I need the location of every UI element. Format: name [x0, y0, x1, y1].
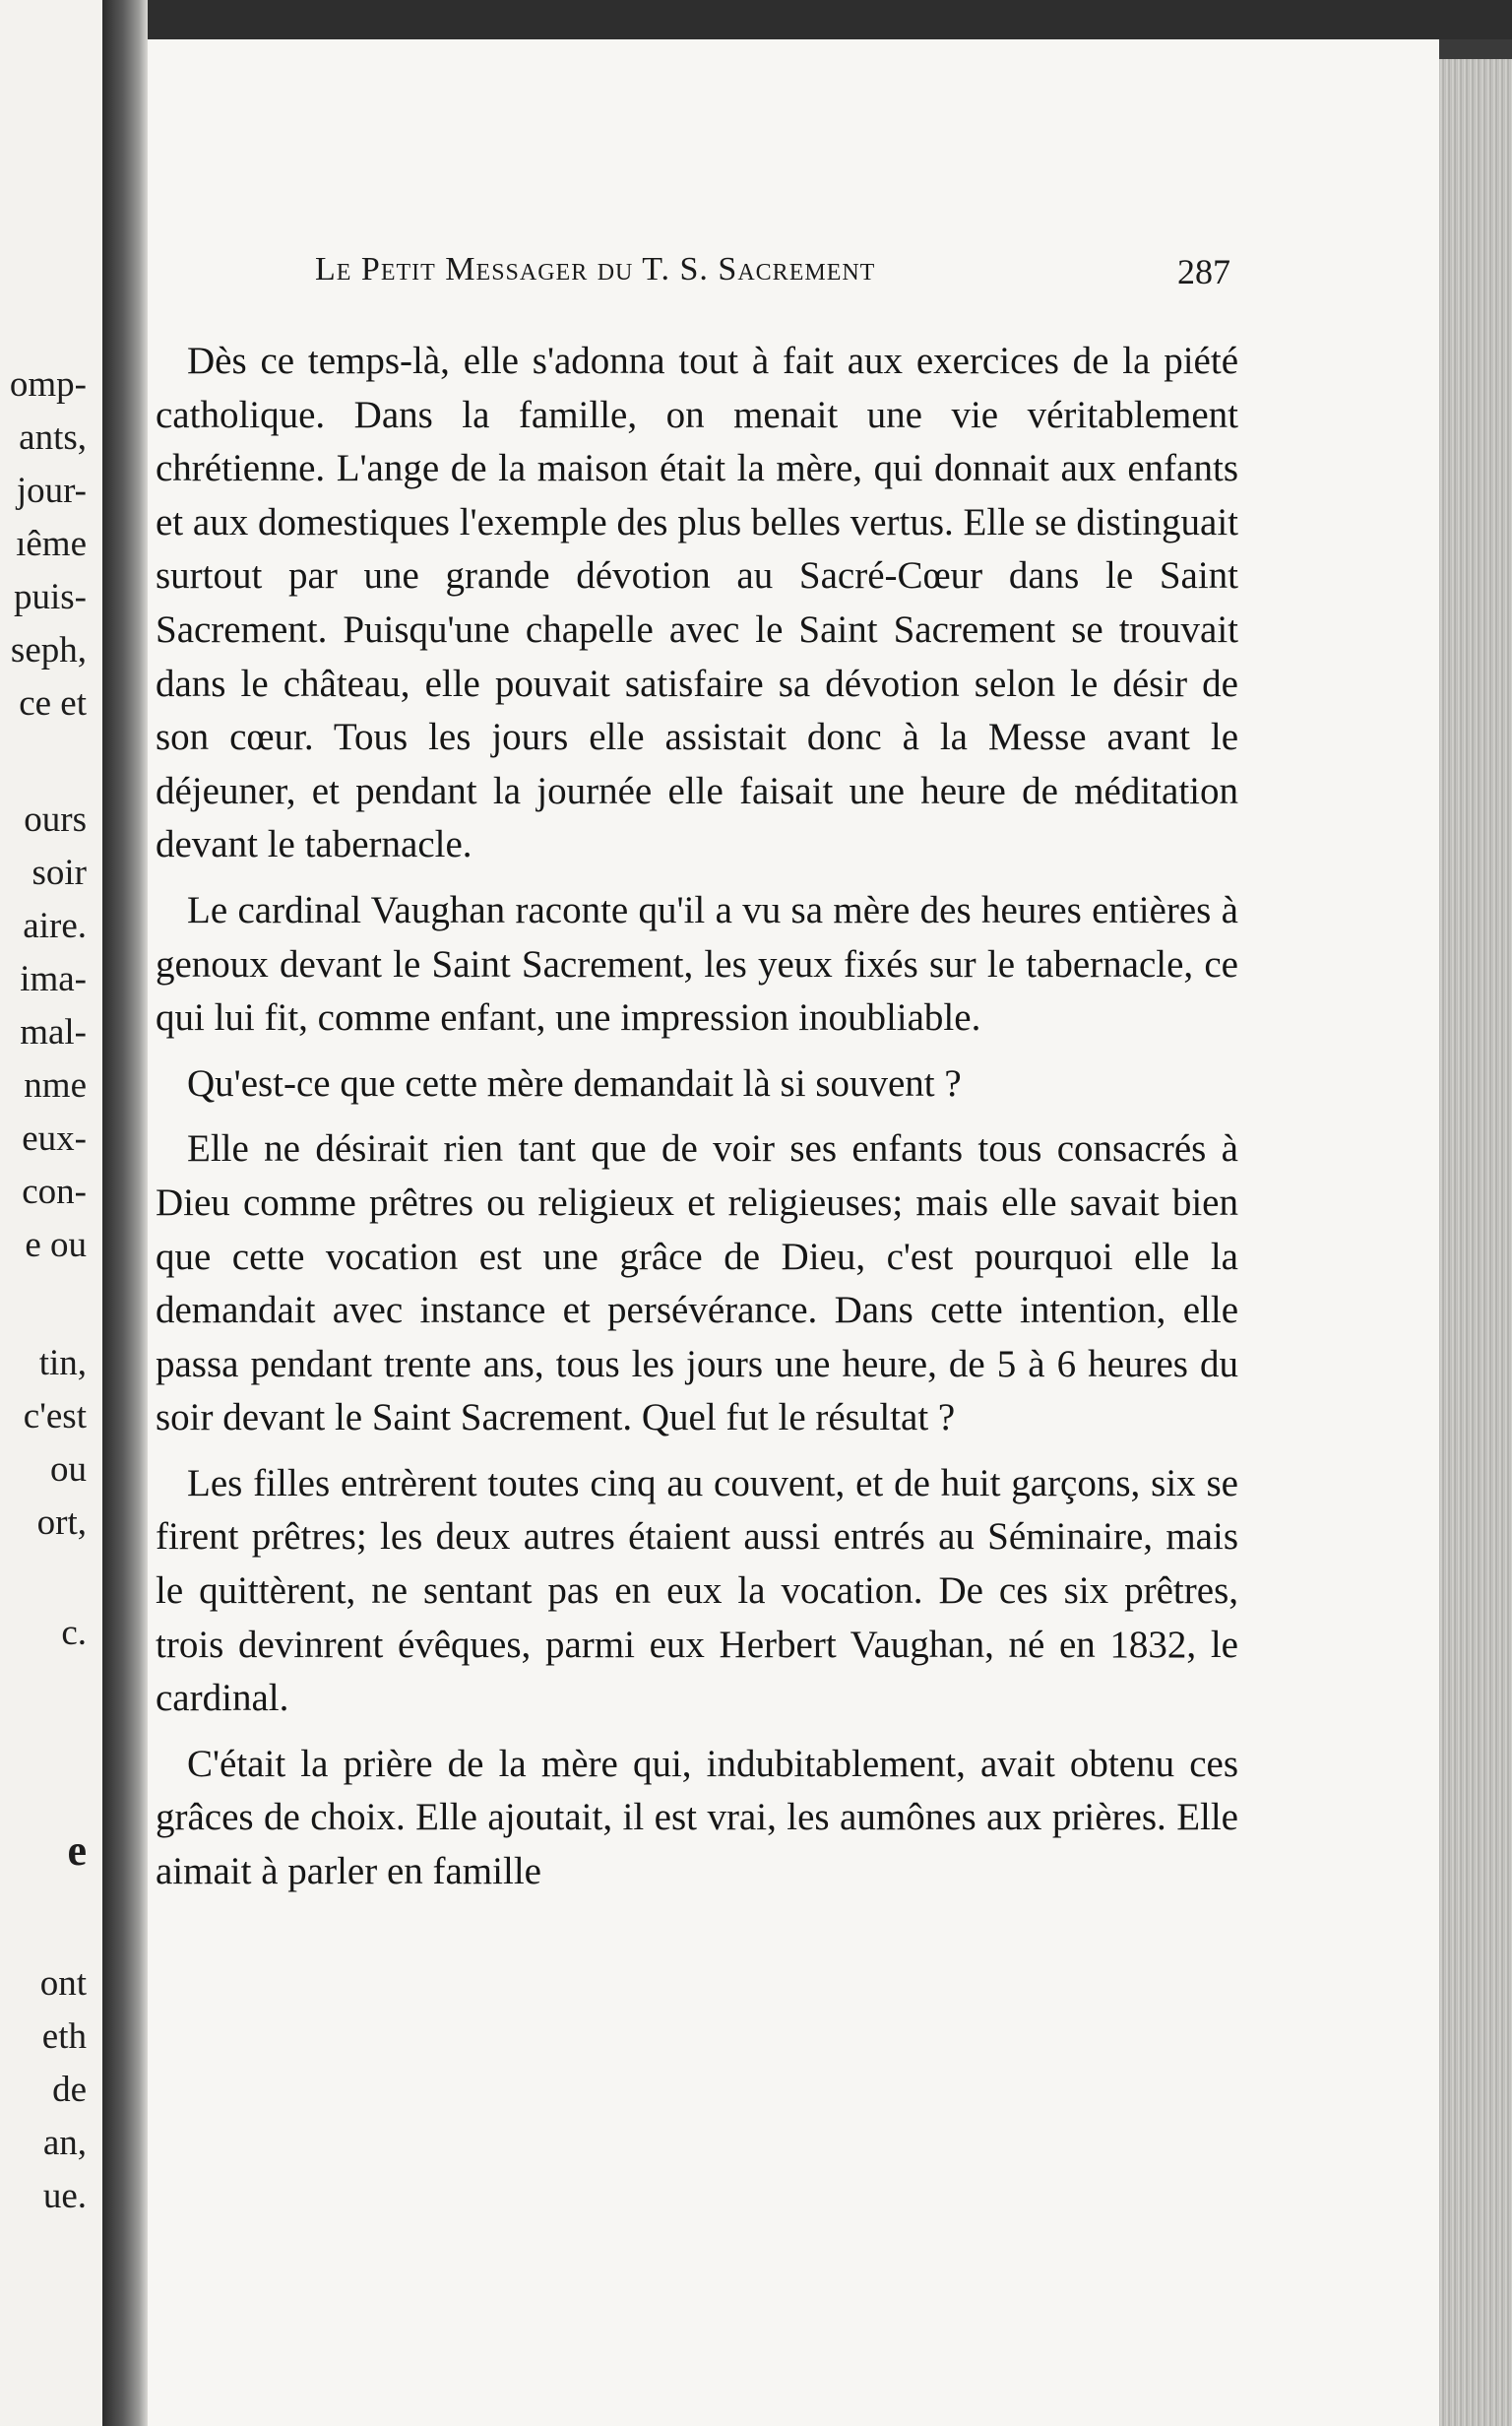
left-page-fragment: jour- [16, 471, 87, 511]
left-page-fragment: ont [39, 1963, 87, 2004]
left-page-fragment: c'est [23, 1396, 87, 1436]
scan-background-top [148, 0, 1512, 39]
paragraph: C'était la prière de la mère qui, indubitablement, avait obtenu ces grâces de choix. Elle ajoutait, il est vrai, les aumônes aux prières. Elle aimait à parler en famille [156, 1742, 1238, 1893]
left-page-fragment: eth [41, 2016, 87, 2057]
left-page-fragment: mal- [20, 1012, 87, 1053]
paragraph: Les filles entrèrent toutes cinq au couvent, et de huit garçons, six se firent prêtres; les deux autres étaient aussi entrés au Séminaire, mais le quittèrent, ne sentant pas en eux la vocation. De ces six prêtres, trois devinrent évêques, parmi eux Herbert Vaughan, né en 1832, le cardinal. [156, 1461, 1238, 1720]
page-number: 287 [1177, 252, 1230, 291]
left-page-fragment: ıême [16, 524, 87, 564]
paragraph: Qu'est-ce que cette mère demandait là si souvent ? [187, 1061, 962, 1105]
running-title [315, 251, 1240, 288]
left-page-fragment: ima- [20, 959, 87, 999]
left-page-fragment: eux- [22, 1118, 87, 1159]
previous-page-sliver [0, 0, 102, 2426]
left-page-fragment: ou [50, 1449, 87, 1490]
left-page-fragment: omp- [9, 364, 87, 405]
left-page-fragment: seph, [10, 630, 87, 670]
running-title-text: Le Petit Messager du T. S. Sacrement [315, 251, 876, 287]
left-page-fragment: e [67, 1826, 87, 1875]
left-page-fragment: ce et [19, 683, 87, 724]
left-page-fragment: nme [24, 1065, 87, 1106]
left-page-fragment: soir [32, 853, 87, 893]
left-page-fragment: an, [42, 2123, 87, 2163]
book-page [148, 39, 1439, 2426]
paragraph: Elle ne désirait rien tant que de voir ses enfants tous consacrés à Dieu comme prêtres ou religieux et religieuses; mais elle savait bien que cette vocation est une grâce de Dieu, c'est pourquoi elle la demandait avec instance et persévérance. Dans cette intention, elle passa pendant trente ans, tous les jours une heure, de 5 à 6 heures du soir devant le Saint Sacrement. Quel fut le résultat ? [156, 1127, 1238, 1439]
paragraph: Le cardinal Vaughan raconte qu'il a vu sa mère des heures entières à genoux devant le Saint Sacrement, les yeux fixés sur le tabernacle, ce qui lui fit, comme enfant, une impression inoubliable. [156, 888, 1238, 1040]
left-page-fragment: ort, [36, 1502, 87, 1543]
left-page-fragment: ants, [19, 417, 87, 458]
left-page-fragment: puis- [14, 577, 87, 617]
left-page-fragment: de [52, 2070, 87, 2110]
left-page-fragment: con- [22, 1172, 87, 1212]
page-stack-edge [1439, 59, 1512, 2426]
paragraph: Dès ce temps-là, elle s'adonna tout à fait aux exercices de la piété catholique. Dans la famille, on menait une vie véritablement chrétienne. L'ange de la maison était la mère, qui donnait aux enfants et aux domestiques l'exemple des plus belles vertus. Elle se distinguait surtout par une grande dévotion au Sacré-Cœur dans le Saint Sacrement. Puisqu'une chapelle avec le Saint Sacrement se trouvait dans le château, elle pouvait satisfaire sa dévotion selon le désir de son cœur. Tous les jours elle assistait donc à la Messe avant le déjeuner, et pendant la journée elle faisait une heure de méditation devant le tabernacle. [156, 340, 1238, 866]
left-page-fragment: tin, [38, 1343, 87, 1383]
left-page-fragment: c. [61, 1613, 87, 1653]
left-page-fragment: aire. [23, 906, 87, 946]
left-page-fragment: ue. [42, 2176, 87, 2216]
left-page-fragment: e ou [25, 1225, 87, 1265]
left-page-fragment: ours [24, 799, 87, 840]
body-text [156, 335, 1238, 1911]
book-gutter [102, 0, 148, 2426]
